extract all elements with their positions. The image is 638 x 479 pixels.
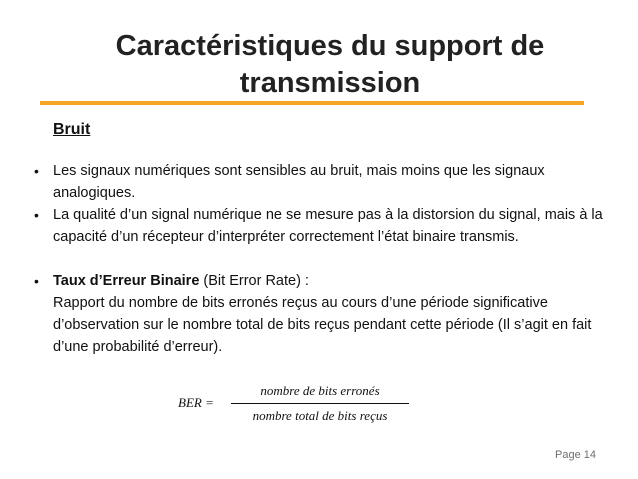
bullet-dot-icon: • [34, 163, 39, 179]
formula-numerator: nombre de bits erronés [260, 383, 380, 398]
bullet-text: La qualité d’un signal numérique ne se mesure pas à la distorsion du signal, mais à la capacité d’un récepteur d’interpréter correctement l’état binaire transmis. [53, 207, 603, 245]
bullet-text: Les signaux numériques sont sensibles au bruit, mais moins que les signaux analogiques. [53, 163, 545, 201]
ber-term-suffix: (Bit Error Rate) : [199, 273, 309, 289]
formula-fraction [231, 383, 409, 424]
bullet-dot-icon: • [34, 273, 39, 289]
bullet-item-signal-quality [34, 204, 614, 248]
bullet-list [34, 160, 614, 358]
bullet-item-noise-sensitivity [34, 160, 614, 204]
fraction-bar [231, 403, 409, 404]
formula-lhs: BER = [178, 395, 214, 410]
page-number: Page 14 [555, 449, 596, 461]
section-heading: Bruit [53, 121, 91, 138]
bullet-item-ber [34, 270, 614, 358]
spacer [34, 248, 614, 270]
formula-denominator: nombre total de bits reçus [252, 408, 388, 423]
slide-title: Caractéristiques du support de transmission [115, 30, 545, 99]
bullet-dot-icon: • [34, 207, 39, 223]
title-divider [40, 101, 584, 105]
ber-definition: Rapport du nombre de bits erronés reçus au cours d’une période significative d’observation sur le nombre total de bits reçus pendant cette période (Il s’agit en fait d’une probabilité d’erreur). [53, 295, 592, 355]
ber-term: Taux d’Erreur Binaire [53, 273, 200, 289]
